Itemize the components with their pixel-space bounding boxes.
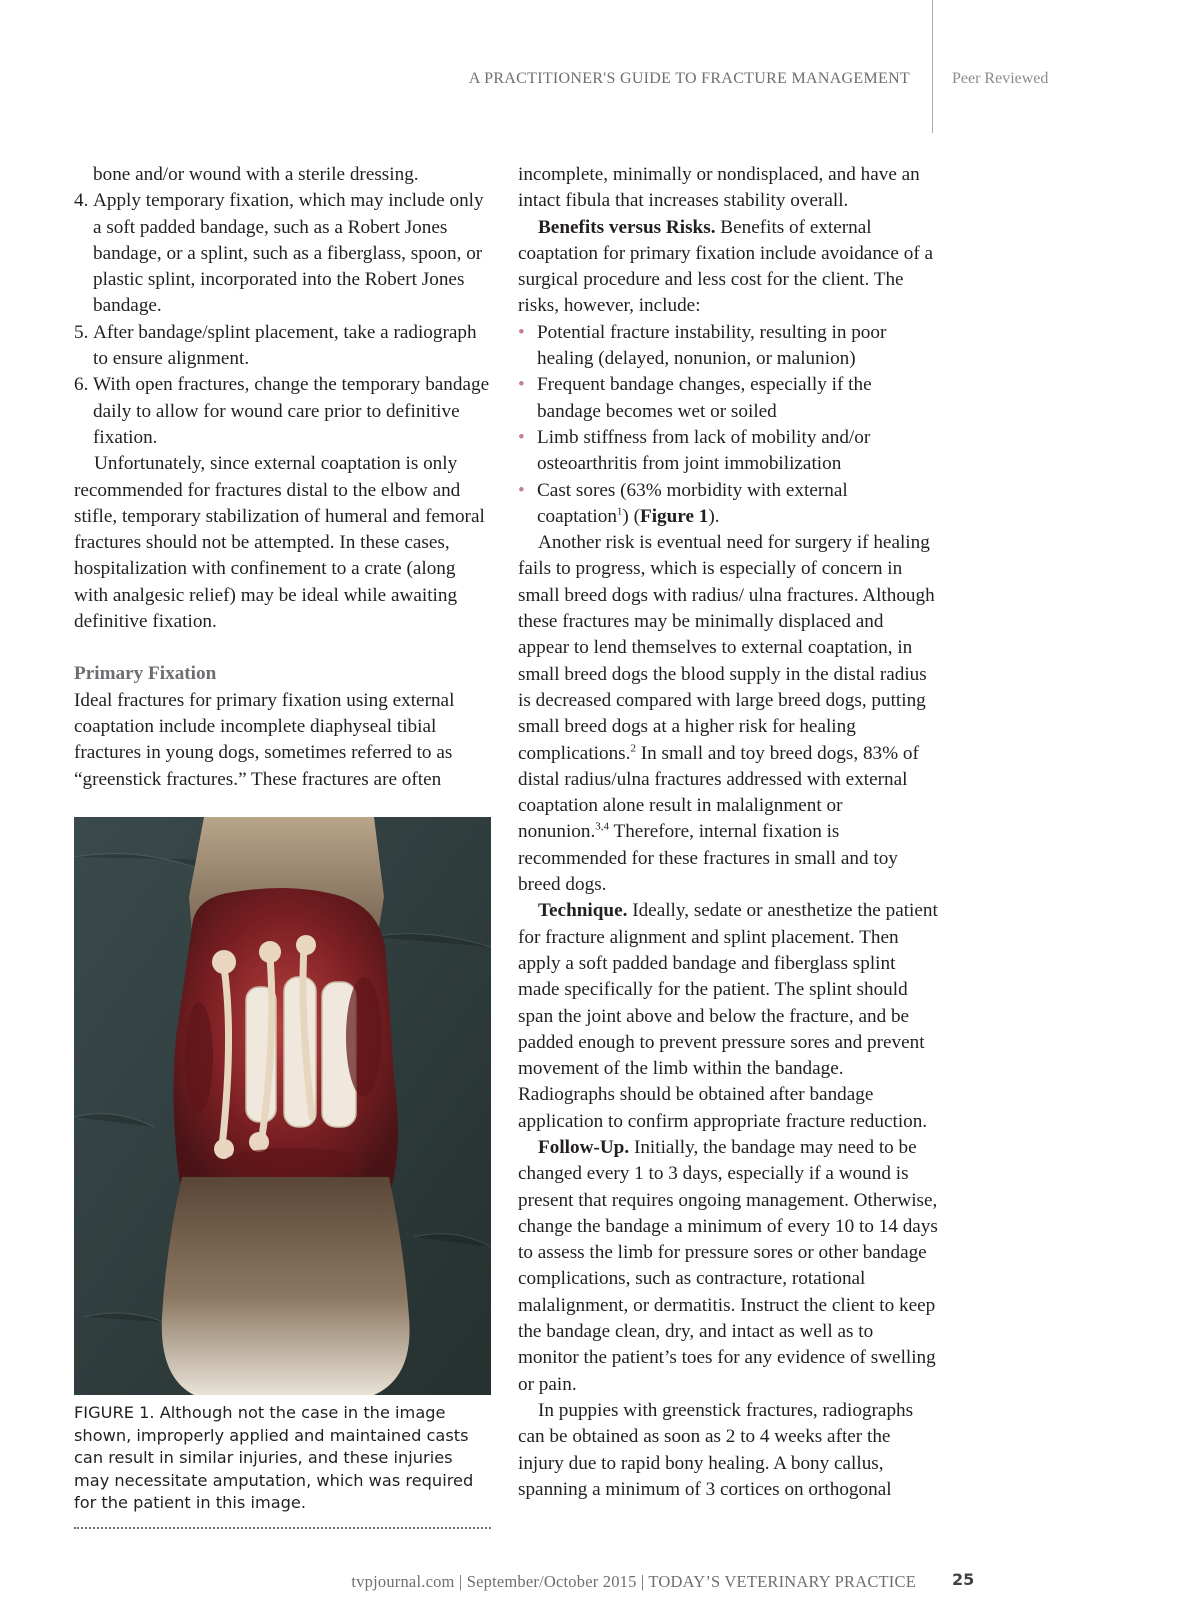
footer-text: tvpjournal.com | September/October 2015 | TODAY’S VETERINARY PRACTICE <box>351 1572 916 1591</box>
figure-reference: Figure 1 <box>640 505 709 527</box>
peer-reviewed-label: Peer Reviewed <box>952 70 1049 87</box>
limb-wound-illustration <box>74 817 491 1395</box>
bullet-icon: • <box>518 321 525 343</box>
running-header: A PRACTITIONER'S GUIDE TO FRACTURE MANAGEMENT <box>468 70 910 87</box>
step-item <box>74 372 492 451</box>
section-heading: Primary Fixation <box>74 663 217 685</box>
paragraph-text: Another risk is eventual need for surgery if healing fails to progress, which is especially of concern in small breed dogs with radius/ ulna fractures. Although these fractures may be minimally displaced and appear to lend themselves to external coaptation, in small breed dogs the blood supply in the distal radius is decreased compared with large breed dogs, putting small breed dogs at a higher risk for healing complications. <box>518 532 935 764</box>
followup-text: Initially, the bandage may need to be changed every 1 to 3 days, especially if a wound is present that requires ongoing management. Otherwise, change the bandage a minimum of every 10 to 14 days to assess the limb for pressure sores or other bandage complications, such as contracture, rotational malalignment, or dermatitis. Instruct the client to keep the bandage clean, dry, and intact as well as to monitor the patient’s toes for any evidence of swelling or pain. <box>518 1136 938 1395</box>
continued-step-text: bone and/or wound with a sterile dressing. <box>93 164 419 185</box>
step-item <box>74 320 492 373</box>
risk-text: Limb stiffness from lack of mobility and/or osteoarthritis from joint immobilization <box>537 426 871 475</box>
step-number: 4. <box>74 190 89 212</box>
risks-list <box>518 320 938 530</box>
header-divider <box>932 0 933 133</box>
steps-list <box>74 188 492 451</box>
bullet-icon: • <box>518 479 525 501</box>
page-number: 25 <box>952 1570 975 1589</box>
paragraph-text: Therefore, internal fixation is recommended for these fractures in small and toy breed dogs. <box>518 821 898 896</box>
right-column <box>518 162 938 1503</box>
body-paragraph <box>518 530 938 898</box>
benefits-paragraph <box>518 215 938 320</box>
step-number: 6. <box>74 374 89 396</box>
paragraph-text: In small and toy breed dogs, 83% of distal radius/ulna fractures addressed with external coaptation alone result in malalignment or nonunion. <box>518 742 919 843</box>
citation-superscript: 2 <box>630 742 636 755</box>
risk-text: Potential fracture instability, resulting in poor healing (delayed, nonunion, or malunion) <box>537 321 887 370</box>
bullet-icon: • <box>518 374 525 396</box>
benefits-text: Benefits of external coaptation for primary fixation include avoidance of a surgical procedure and less cost for the client. The risks, however, include: <box>518 216 934 317</box>
continued-paragraph: incomplete, minimally or nondisplaced, and have an intact fibula that increases stability overall. <box>518 164 920 212</box>
body-paragraph: In puppies with greenstick fractures, radiographs can be obtained as soon as 2 to 4 weeks after the injury due to rapid bony healing. A bony callus, spanning a minimum of 3 cortices on orthogonal <box>518 1399 914 1500</box>
risk-item <box>518 372 938 425</box>
benefits-lead: Benefits versus Risks. <box>538 216 716 238</box>
figure-caption: FIGURE 1. Although not the case in the image shown, improperly applied and maintained casts can result in similar injuries, and these injuries may necessitate amputation, which was required for the patient in this image. <box>74 1403 474 1512</box>
step-number: 5. <box>74 321 89 343</box>
citation-superscript: 3,4 <box>595 821 610 834</box>
body-paragraph: Unfortunately, since external coaptation is only recommended for fractures distal to the elbow and stifle, temporary stabilization of humeral and femoral fractures should not be attempted. In these cases, hospitalization with confinement to a crate (along with analgesic relief) may be ideal while awaiting definitive fixation. <box>74 453 485 633</box>
technique-text: Ideally, sedate or anesthetize the patient for fracture alignment and splint placement. Then apply a soft padded bandage and fiberglass splint made specifically for the patient. The splint should span the joint above and below the fracture, and be padded enough to prevent pressure sores and prevent movement of the limb within the bandage. Radiographs should be obtained after bandage application to confirm appropriate fracture reduction. <box>518 900 938 1132</box>
risk-text: Cast sores (63% morbidity with external coaptation <box>537 479 848 527</box>
figure-1-photo <box>74 817 491 1395</box>
risk-item <box>518 478 938 531</box>
risk-text: ) ( <box>622 505 640 527</box>
risk-item <box>518 320 938 373</box>
bullet-icon: • <box>518 426 525 448</box>
step-item <box>74 188 492 319</box>
caption-divider <box>74 1527 491 1529</box>
risk-text: Frequent bandage changes, especially if the bandage becomes wet or soiled <box>537 374 872 422</box>
technique-lead: Technique. <box>538 900 628 922</box>
step-text: After bandage/splint placement, take a radiograph to ensure alignment. <box>93 321 477 370</box>
followup-paragraph <box>518 1135 938 1398</box>
citation-superscript: 1 <box>616 505 623 518</box>
risk-item <box>518 425 938 478</box>
body-paragraph: Ideal fractures for primary fixation using external coaptation include incomplete diaphyseal tibial fractures in young dogs, sometimes referred to as “greenstick fractures.” These fractures are often <box>74 689 455 790</box>
followup-lead: Follow-Up. <box>538 1136 630 1158</box>
step-text: With open fractures, change the temporary bandage daily to allow for wound care prior to definitive fixation. <box>93 374 490 448</box>
step-text: Apply temporary fixation, which may include only a soft padded bandage, such as a Robert Jones bandage, or a splint, such as a fiberglass, spoon, or plastic splint, incorporated into the Robert Jones bandage. <box>93 190 484 317</box>
technique-paragraph <box>518 898 938 1135</box>
risk-text: ). <box>708 505 720 527</box>
left-column <box>74 162 492 793</box>
